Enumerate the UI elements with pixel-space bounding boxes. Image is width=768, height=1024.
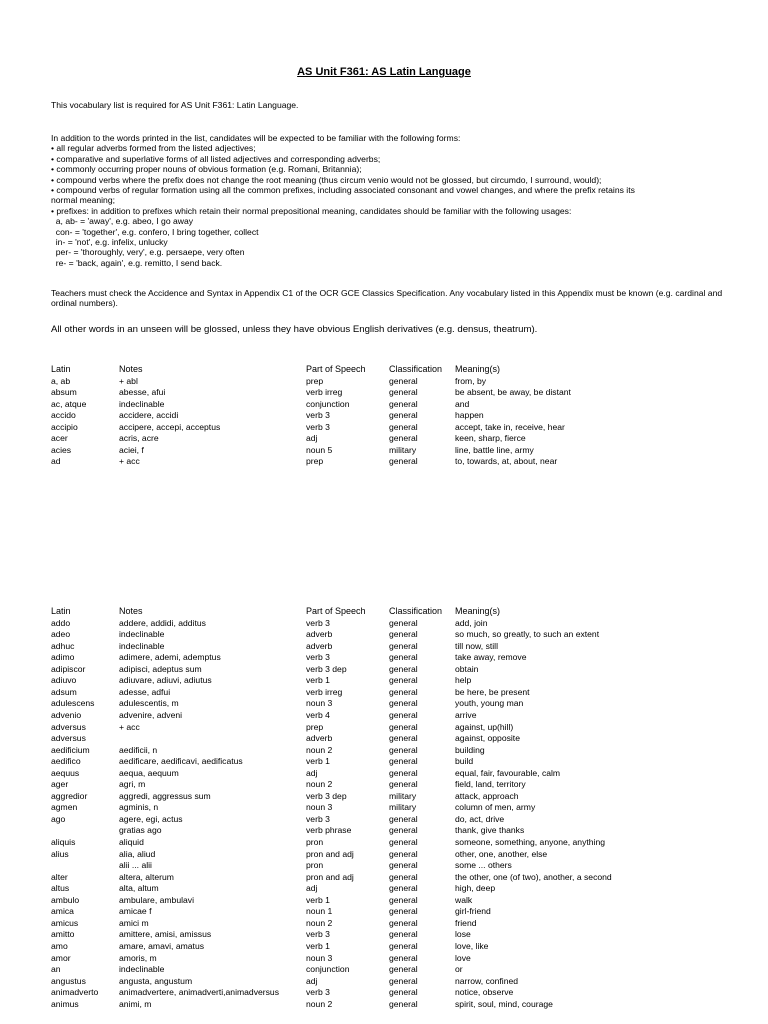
- notes-cell: advenire, adveni: [119, 709, 183, 720]
- latin-cell: adhuc: [51, 640, 75, 651]
- table-row: [51, 745, 751, 757]
- notes-cell: addere, addidi, additus: [119, 617, 206, 628]
- meaning-cell: other, one, another, else: [455, 848, 548, 859]
- table-row: [51, 399, 751, 411]
- notes-cell: animi, m: [119, 998, 152, 1009]
- classification-cell: general: [389, 779, 418, 790]
- part-of-speech-cell: noun 2: [306, 917, 333, 928]
- notes-cell: aedificii, n: [119, 744, 158, 755]
- classification-cell: general: [389, 387, 418, 398]
- classification-cell: general: [389, 860, 418, 871]
- latin-cell: absum: [51, 387, 77, 398]
- meaning-cell: against, up(hill): [455, 721, 514, 732]
- forms-list-line: normal meaning;: [51, 195, 116, 206]
- column-header: Notes: [119, 606, 143, 616]
- table-row: [51, 641, 751, 653]
- notes-cell: amici m: [119, 917, 149, 928]
- part-of-speech-cell: adj: [306, 883, 318, 894]
- latin-cell: adimo: [51, 652, 75, 663]
- part-of-speech-cell: verb 1: [306, 675, 330, 686]
- meaning-cell: obtain: [455, 663, 479, 674]
- part-of-speech-cell: adj: [306, 975, 318, 986]
- forms-list-line: con- = 'together', e.g. confero, I bring together, collect: [51, 226, 259, 237]
- notes-cell: animadvertere, animadverti,animadversus: [119, 987, 280, 998]
- meaning-cell: to, towards, at, about, near: [455, 456, 558, 467]
- table-row: [51, 652, 751, 664]
- forms-list-line: • commonly occurring proper nouns of obvious formation (e.g. Romani, Britannia);: [51, 164, 362, 175]
- part-of-speech-cell: verb 1: [306, 940, 330, 951]
- part-of-speech-cell: prep: [306, 721, 324, 732]
- part-of-speech-cell: verb 3: [306, 813, 330, 824]
- classification-cell: general: [389, 813, 418, 824]
- part-of-speech-cell: noun 2: [306, 998, 333, 1009]
- table-row: [51, 791, 751, 803]
- meaning-cell: equal, fair, favourable, calm: [455, 767, 561, 778]
- classification-cell: military: [389, 802, 417, 813]
- meaning-cell: narrow, confined: [455, 975, 519, 986]
- classification-cell: general: [389, 906, 418, 917]
- notes-cell: indeclinable: [119, 629, 165, 640]
- table-row: [51, 895, 751, 907]
- meaning-cell: from, by: [455, 375, 487, 386]
- latin-cell: adeo: [51, 629, 71, 640]
- latin-cell: aedificium: [51, 744, 90, 755]
- teachers-note: Teachers must check the Accidence and Syntax in Appendix C1 of the OCR GCE Classics Specification. Any vocabulary listed in this Appendix must be known (e.g. cardinal and ordinal numbers).: [51, 288, 725, 309]
- latin-cell: alter: [51, 871, 68, 882]
- latin-cell: animadverto: [51, 987, 99, 998]
- table-row: [51, 410, 751, 422]
- meaning-cell: love, like: [455, 940, 489, 951]
- notes-cell: + acc: [119, 721, 140, 732]
- notes-cell: angusta, angustum: [119, 975, 193, 986]
- table-row: [51, 929, 751, 941]
- latin-cell: ambulo: [51, 894, 80, 905]
- forms-list-line: • comparative and superlative forms of all listed adjectives and corresponding adverbs;: [51, 153, 381, 164]
- requirement-paragraph: This vocabulary list is required for AS Unit F361: Latin Language.: [51, 100, 299, 110]
- classification-cell: general: [389, 917, 418, 928]
- classification-cell: general: [389, 894, 418, 905]
- classification-cell: general: [389, 698, 418, 709]
- meaning-cell: walk: [455, 894, 473, 905]
- column-header: Part of Speech: [306, 606, 366, 616]
- table-row: [51, 445, 751, 457]
- meaning-cell: notice, observe: [455, 987, 514, 998]
- part-of-speech-cell: adverb: [306, 733, 333, 744]
- latin-cell: ad: [51, 456, 61, 467]
- part-of-speech-cell: verb phrase: [306, 825, 352, 836]
- notes-cell: amittere, amisi, amissus: [119, 929, 212, 940]
- classification-cell: general: [389, 767, 418, 778]
- meaning-cell: some ... others: [455, 860, 512, 871]
- part-of-speech-cell: adverb: [306, 640, 333, 651]
- notes-cell: amare, amavi, amatus: [119, 940, 205, 951]
- meaning-cell: do, act, drive: [455, 813, 505, 824]
- part-of-speech-cell: adverb: [306, 629, 333, 640]
- meaning-cell: love: [455, 952, 471, 963]
- notes-cell: adulescentis, m: [119, 698, 179, 709]
- classification-cell: general: [389, 883, 418, 894]
- meaning-cell: lose: [455, 929, 471, 940]
- forms-list: [51, 133, 731, 268]
- latin-cell: aliquis: [51, 837, 76, 847]
- meaning-cell: high, deep: [455, 883, 496, 894]
- notes-cell: accidere, accidi: [119, 410, 179, 421]
- notes-cell: amicae f: [119, 906, 152, 917]
- notes-cell: aequa, aequum: [119, 767, 179, 778]
- latin-cell: aedifico: [51, 756, 81, 767]
- latin-cell: a, ab: [51, 375, 71, 386]
- latin-cell: acies: [51, 444, 72, 455]
- latin-cell: ac, atque: [51, 398, 87, 409]
- table-row: [51, 779, 751, 791]
- table-row: [51, 768, 751, 780]
- latin-cell: adversus: [51, 721, 86, 732]
- part-of-speech-cell: noun 1: [306, 906, 333, 917]
- latin-cell: adipiscor: [51, 663, 86, 674]
- meaning-cell: friend: [455, 917, 477, 928]
- column-header: Notes: [119, 364, 143, 374]
- classification-cell: general: [389, 421, 418, 432]
- table-row: [51, 433, 751, 445]
- table-row: [51, 814, 751, 826]
- notes-cell: alta, altum: [119, 883, 159, 894]
- part-of-speech-cell: pron and adj: [306, 848, 354, 859]
- meaning-cell: against, opposite: [455, 733, 520, 744]
- classification-cell: general: [389, 744, 418, 755]
- forms-list-line: re- = 'back, again', e.g. remitto, I send back.: [51, 257, 223, 268]
- meaning-cell: spirit, soul, mind, courage: [455, 998, 553, 1009]
- meaning-cell: add, join: [455, 617, 488, 628]
- table-row: [51, 664, 751, 676]
- classification-cell: general: [389, 998, 418, 1009]
- forms-list-line: • compound verbs where the prefix does not change the root meaning (thus circum venio would not be glossed, but circumdo, I surround, would);: [51, 174, 602, 185]
- meaning-cell: till now, still: [455, 640, 498, 651]
- column-header: Classification: [389, 364, 443, 374]
- part-of-speech-cell: verb 3: [306, 929, 330, 940]
- column-header: Part of Speech: [306, 364, 366, 374]
- part-of-speech-cell: conjunction: [306, 398, 350, 409]
- latin-cell: adversus: [51, 733, 86, 744]
- notes-cell: aggredi, aggressus sum: [119, 790, 211, 801]
- table-row: [51, 387, 751, 399]
- page-title: AS Unit F361: AS Latin Language: [297, 66, 471, 78]
- table-row: [51, 860, 751, 872]
- forms-list-line: a, ab- = 'away', e.g. abeo, I go away: [51, 216, 194, 227]
- meaning-cell: build: [455, 756, 474, 767]
- column-header: Meaning(s): [455, 606, 501, 616]
- latin-cell: angustus: [51, 975, 86, 986]
- forms-list-line: • all regular adverbs formed from the listed adjectives;: [51, 143, 256, 154]
- table-row: [51, 872, 751, 884]
- notes-cell: + acc: [119, 456, 140, 467]
- part-of-speech-cell: noun 3: [306, 802, 333, 813]
- notes-cell: adiuvare, adiuvi, adiutus: [119, 675, 212, 686]
- latin-cell: adsum: [51, 686, 77, 697]
- meaning-cell: building: [455, 744, 485, 755]
- classification-cell: general: [389, 709, 418, 720]
- meaning-cell: take away, remove: [455, 652, 527, 663]
- table-row: [51, 906, 751, 918]
- notes-cell: adimere, ademi, ademptus: [119, 652, 221, 663]
- table-row: [51, 987, 751, 999]
- table-row: [51, 376, 751, 388]
- notes-cell: indeclinable: [119, 964, 165, 975]
- table-row: [51, 941, 751, 953]
- classification-cell: military: [389, 444, 417, 455]
- latin-cell: animus: [51, 998, 79, 1009]
- latin-cell: adiuvo: [51, 675, 77, 686]
- notes-cell: acris, acre: [119, 433, 159, 444]
- part-of-speech-cell: prep: [306, 456, 324, 467]
- classification-cell: general: [389, 375, 418, 386]
- classification-cell: general: [389, 871, 418, 882]
- notes-cell: alii ... alii: [119, 860, 152, 871]
- latin-cell: amo: [51, 940, 68, 951]
- classification-cell: general: [389, 987, 418, 998]
- table-row: [51, 976, 751, 988]
- classification-cell: general: [389, 433, 418, 444]
- notes-cell: adesse, adfui: [119, 686, 171, 697]
- forms-list-line: per- = 'thoroughly, very', e.g. persaepe, very often: [51, 247, 245, 258]
- part-of-speech-cell: verb irreg: [306, 686, 343, 697]
- table-row: [51, 618, 751, 630]
- part-of-speech-cell: verb 4: [306, 709, 330, 720]
- meaning-cell: youth, young man: [455, 698, 524, 709]
- table-row: [51, 825, 751, 837]
- meaning-cell: help: [455, 675, 472, 686]
- meaning-cell: accept, take in, receive, hear: [455, 421, 565, 432]
- classification-cell: general: [389, 733, 418, 744]
- notes-cell: agminis, n: [119, 802, 159, 813]
- part-of-speech-cell: prep: [306, 375, 324, 386]
- meaning-cell: happen: [455, 410, 484, 421]
- notes-cell: adipisci, adeptus sum: [119, 663, 202, 674]
- part-of-speech-cell: pron and adj: [306, 871, 354, 882]
- table-row: [51, 918, 751, 930]
- table-row: [51, 999, 751, 1011]
- classification-cell: general: [389, 456, 418, 467]
- notes-cell: agri, m: [119, 779, 146, 790]
- notes-cell: abesse, afui: [119, 387, 166, 398]
- table-row: [51, 456, 751, 468]
- meaning-cell: arrive: [455, 709, 477, 720]
- classification-cell: general: [389, 952, 418, 963]
- part-of-speech-cell: noun 3: [306, 952, 333, 963]
- latin-cell: amicus: [51, 917, 79, 928]
- classification-cell: general: [389, 825, 418, 836]
- latin-cell: altus: [51, 883, 70, 894]
- classification-cell: general: [389, 629, 418, 640]
- meaning-cell: be here, be present: [455, 686, 530, 697]
- part-of-speech-cell: conjunction: [306, 964, 350, 975]
- classification-cell: general: [389, 940, 418, 951]
- table-row: [51, 675, 751, 687]
- part-of-speech-cell: verb 3: [306, 652, 330, 663]
- table-header-row: [51, 606, 751, 618]
- latin-cell: acer: [51, 433, 68, 444]
- classification-cell: military: [389, 790, 417, 801]
- glossed-note: All other words in an unseen will be glossed, unless they have obvious English derivatives (e.g. densus, theatrum).: [51, 324, 538, 335]
- meaning-cell: column of men, army: [455, 802, 536, 813]
- part-of-speech-cell: verb 3: [306, 987, 330, 998]
- part-of-speech-cell: noun 5: [306, 444, 333, 455]
- latin-cell: adulescens: [51, 698, 95, 709]
- latin-cell: aequus: [51, 767, 80, 778]
- latin-cell: aggredior: [51, 790, 88, 801]
- column-header: Classification: [389, 606, 443, 616]
- part-of-speech-cell: verb 3 dep: [306, 790, 347, 801]
- classification-cell: general: [389, 663, 418, 674]
- notes-cell: ambulare, ambulavi: [119, 894, 194, 905]
- latin-cell: amor: [51, 952, 71, 963]
- table-row: [51, 802, 751, 814]
- notes-cell: agere, egi, actus: [119, 813, 183, 824]
- notes-cell: aedificare, aedificavi, aedificatus: [119, 756, 243, 767]
- table-row: [51, 733, 751, 745]
- classification-cell: general: [389, 837, 418, 847]
- latin-cell: amica: [51, 906, 74, 917]
- part-of-speech-cell: verb 3: [306, 421, 330, 432]
- notes-cell: indeclinable: [119, 640, 165, 651]
- classification-cell: general: [389, 398, 418, 409]
- forms-list-line: In addition to the words printed in the list, candidates will be expected to be familiar with the following forms:: [51, 133, 461, 143]
- column-header: Latin: [51, 364, 71, 374]
- meaning-cell: the other, one (of two), another, a second: [455, 871, 612, 882]
- table-row: [51, 953, 751, 965]
- table-row: [51, 629, 751, 641]
- forms-list-line: • prefixes: in addition to prefixes which retain their normal prepositional meaning, candidates should be familiar with the following usages:: [51, 205, 572, 216]
- latin-cell: ago: [51, 813, 66, 824]
- table-row: [51, 756, 751, 768]
- part-of-speech-cell: verb 3: [306, 410, 330, 421]
- latin-cell: amitto: [51, 929, 75, 940]
- meaning-cell: someone, something, anyone, anything: [455, 837, 606, 847]
- part-of-speech-cell: verb irreg: [306, 387, 343, 398]
- table-row: [51, 883, 751, 895]
- meaning-cell: be absent, be away, be distant: [455, 387, 571, 398]
- meaning-cell: thank, give thanks: [455, 825, 525, 836]
- forms-list-line: in- = 'not', e.g. infelix, unlucky: [51, 237, 168, 248]
- classification-cell: general: [389, 617, 418, 628]
- latin-cell: accipio: [51, 421, 78, 432]
- table-row: [51, 422, 751, 434]
- classification-cell: general: [389, 721, 418, 732]
- latin-cell: agmen: [51, 802, 78, 813]
- meaning-cell: and: [455, 398, 470, 409]
- meaning-cell: so much, so greatly, to such an extent: [455, 629, 600, 640]
- meaning-cell: attack, approach: [455, 790, 519, 801]
- part-of-speech-cell: pron: [306, 860, 324, 871]
- classification-cell: general: [389, 964, 418, 975]
- part-of-speech-cell: verb 3 dep: [306, 663, 347, 674]
- column-header: Latin: [51, 606, 71, 616]
- notes-cell: aliquid: [119, 837, 144, 847]
- notes-cell: altera, alterum: [119, 871, 174, 882]
- latin-cell: advenio: [51, 709, 82, 720]
- latin-cell: accido: [51, 410, 76, 421]
- forms-list-line: • compound verbs of regular formation using all the common prefixes, including associated consonant and vowel changes, and where the prefix retains its: [51, 185, 635, 196]
- notes-cell: amoris, m: [119, 952, 157, 963]
- part-of-speech-cell: adj: [306, 767, 318, 778]
- meaning-cell: or: [455, 964, 463, 975]
- part-of-speech-cell: verb 3: [306, 617, 330, 628]
- notes-cell: gratias ago: [119, 825, 162, 836]
- meaning-cell: keen, sharp, fierce: [455, 433, 526, 444]
- classification-cell: general: [389, 848, 418, 859]
- notes-cell: accipere, accepi, acceptus: [119, 421, 221, 432]
- table-row: [51, 964, 751, 976]
- table-row: [51, 687, 751, 699]
- classification-cell: general: [389, 975, 418, 986]
- meaning-cell: line, battle line, army: [455, 444, 534, 455]
- table-row: [51, 698, 751, 710]
- classification-cell: general: [389, 652, 418, 663]
- table-row: [51, 710, 751, 722]
- part-of-speech-cell: verb 1: [306, 894, 330, 905]
- meaning-cell: girl-friend: [455, 906, 491, 917]
- part-of-speech-cell: adj: [306, 433, 318, 444]
- part-of-speech-cell: pron: [306, 837, 324, 847]
- latin-cell: an: [51, 964, 61, 975]
- latin-cell: alius: [51, 848, 69, 859]
- classification-cell: general: [389, 756, 418, 767]
- part-of-speech-cell: noun 3: [306, 698, 333, 709]
- classification-cell: general: [389, 686, 418, 697]
- classification-cell: general: [389, 929, 418, 940]
- column-header: Meaning(s): [455, 364, 501, 374]
- part-of-speech-cell: verb 1: [306, 756, 330, 767]
- meaning-cell: field, land, territory: [455, 779, 526, 790]
- part-of-speech-cell: noun 2: [306, 779, 333, 790]
- classification-cell: general: [389, 410, 418, 421]
- notes-cell: alia, aliud: [119, 848, 156, 859]
- table-row: [51, 849, 751, 861]
- classification-cell: general: [389, 675, 418, 686]
- table-row: [51, 837, 751, 849]
- latin-cell: ager: [51, 779, 69, 790]
- part-of-speech-cell: noun 2: [306, 744, 333, 755]
- classification-cell: general: [389, 640, 418, 651]
- notes-cell: + abl: [119, 375, 138, 386]
- table-header-row: [51, 364, 751, 376]
- notes-cell: aciei, f: [119, 444, 144, 455]
- latin-cell: addo: [51, 617, 71, 628]
- table-row: [51, 722, 751, 734]
- notes-cell: indeclinable: [119, 398, 165, 409]
